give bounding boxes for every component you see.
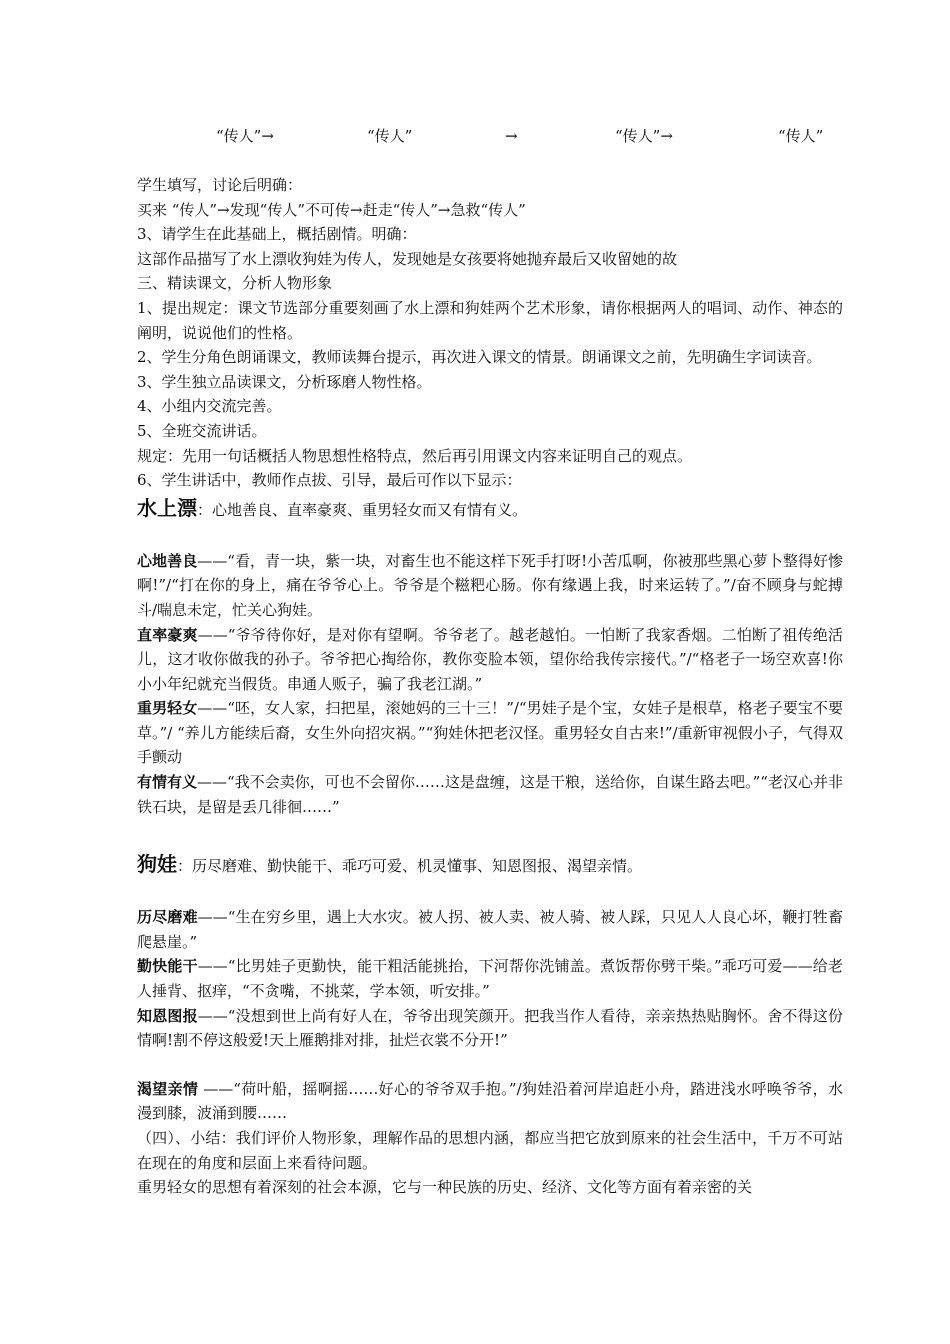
trait-paragraph xyxy=(137,1077,843,1126)
trait-paragraph xyxy=(137,1004,843,1053)
paragraph: 买来 “传人”→发现“传人”不可传→赶走“传人”→急救“传人” xyxy=(137,200,526,219)
trait-term: 勤快能干 xyxy=(137,957,198,976)
trait-term: 渴望亲情 xyxy=(137,1079,199,1098)
trait-paragraph xyxy=(137,696,843,770)
paragraph: 3、请学生在此基础上，概括剧情。明确： xyxy=(137,225,417,244)
paragraph: 6、学生讲话中，教师作点拔、引导，最后可作以下显示： xyxy=(137,471,522,490)
trait-term: 有情有义 xyxy=(137,773,198,792)
trait-paragraph xyxy=(137,623,843,697)
summary-paragraph: （四）、小结：我们评价人物形象，理解作品的思想内涵，都应当把它放到原来的社会生活中，千万不可站在现在的角度和层面上来看待问题。 xyxy=(137,1129,843,1172)
trait-text: ——“没想到世上尚有好人在，爷爷出现笑颜开。把我当作人看待，亲亲热热贴胸怀。舍不得这份情啊!割不停这般爱!天上雁鹅排对排，扯烂衣裳不分开!” xyxy=(137,1006,843,1050)
character-heading-shuishangpiao xyxy=(137,493,843,525)
character-name: 水上漂 xyxy=(137,495,197,520)
flow-arrow: → xyxy=(505,127,518,145)
trait-text: ——“生在穷乡里，遇上大水灾。被人拐、被人卖、被人骑、被人踩，只见人人良心坏，鞭打牲畜爬悬崖。” xyxy=(137,908,843,951)
trait-term: 心地善良 xyxy=(137,551,198,570)
trait-text: ——“我不会卖你，可也不会留你……这是盘缠，这是干粮，送给你，自谋生路去吧。”“老汉心并非铁石块，是留是丢几徘徊……” xyxy=(137,773,843,816)
flow-label-3: “传人”→ xyxy=(615,127,673,145)
trait-text: ——“荷叶船，摇啊摇……好心的爷爷双手抱。”/狗娃沿着河岸追赶小舟，踏进浅水呼唤爷爷，水漫到膝，波涌到腰…… xyxy=(137,1079,843,1123)
character-summary: ：历尽磨难、勤快能干、乖巧可爱、机灵懂事、知恩图报、渴望亲情。 xyxy=(177,857,643,876)
summary-paragraph: 重男轻女的思想有着深刻的社会本源，它与一种民族的历史、经济、文化等方面有着亲密的关 xyxy=(137,1178,753,1197)
paragraph: 这部作品描写了水上漂收狗娃为传人，发现她是女孩要将她抛弃最后又收留她的故 xyxy=(137,249,678,268)
paragraph: 学生填写，讨论后明确： xyxy=(137,176,303,194)
paragraph: 4、小组内交流完善。 xyxy=(137,397,282,416)
flow-label-2: “传人” xyxy=(367,127,413,145)
trait-term: 直率豪爽 xyxy=(137,625,198,644)
trait-term: 知恩图报 xyxy=(137,1006,198,1025)
paragraph: 5、全班交流讲话。 xyxy=(137,421,267,440)
trait-text: ——“看，青一块，紫一块，对畜生也不能这样下死手打呀!小苦瓜啊，你被那些黑心萝卜整得好惨啊!”/“打在你的身上，痛在爷爷心上。爷爷是个糍粑心肠。你有缘遇上我，时来运转了。”/奋不顾身与蛇搏斗/喘息未定，忙关心狗娃。 xyxy=(137,551,843,619)
paragraph: 1、提出规定：课文节选部分重要刻画了水上漂和狗娃两个艺术形象，请你根据两人的唱词、动作、神态的阐明，说说他们的性格。 xyxy=(137,298,843,342)
trait-term: 历尽磨难 xyxy=(137,908,198,927)
trait-term: 重男轻女 xyxy=(137,699,198,718)
character-name: 狗娃 xyxy=(137,852,177,877)
trait-text: ——“爷爷待你好，是对你有望啊。爷爷老了。越老越怕。一怕断了我家香烟。二怕断了祖传绝活儿，这才收你做我的孙子。爷爷把心掏给你，教你变脸本领，望你给我传宗接代。”/“格老子一场空欢喜!你小小年纪就充当假货。串通人贩子，骗了我老江湖。” xyxy=(137,625,843,693)
flow-label-1: “传人”→ xyxy=(216,127,274,145)
character-heading-gouwa xyxy=(137,849,843,881)
trait-text: ——“呸，女人家，扫把星，滚她妈的三十三！”/“男娃子是个宝，女娃子是根草，格老子要宝不要草。”/ “养儿方能续后裔，女生外向招灾祸。”“狗娃休把老汉怪。重男轻女自古来!”/重新审视假小子，气得双手颤动 xyxy=(137,699,843,767)
paragraph: 2、学生分角色朗诵课文，教师读舞台提示，再次进入课文的情景。朗诵课文之前，先明确生字词读音。 xyxy=(137,348,822,367)
flow-label-4: “传人” xyxy=(778,127,824,145)
trait-paragraph xyxy=(137,905,843,954)
document-body xyxy=(137,173,843,1200)
character-summary: ：心地善良、直率豪爽、重男轻女而又有情有义。 xyxy=(197,500,528,519)
section-heading: 三、精读课文，分析人物形象 xyxy=(137,274,333,293)
trait-paragraph xyxy=(137,549,843,623)
trait-paragraph xyxy=(137,770,843,819)
trait-text: ——“比男娃子更勤快，能干粗活能挑抬，下河帮你洗铺盖。煮饭帮你劈干柴。”乖巧可爱——给老人捶背、抠痒，“不贪嘴，不挑菜，学本领，听安排。” xyxy=(137,957,843,1001)
trait-paragraph xyxy=(137,954,843,1003)
paragraph: 规定：先用一句话概括人物思想性格特点，然后再引用课文内容来证明自己的观点。 xyxy=(137,446,693,465)
paragraph: 3、学生独立品读课文，分析琢磨人物性格。 xyxy=(137,372,432,391)
